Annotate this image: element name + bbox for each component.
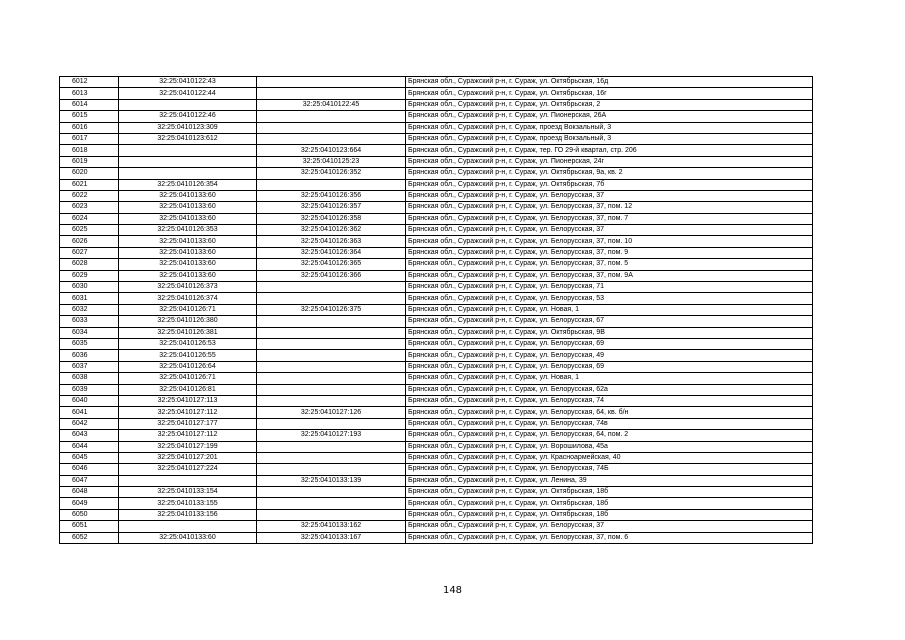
table-row: [60, 213, 813, 224]
cadastral-number-cell: 32:25:0410126:55: [119, 350, 257, 361]
cadastral-number-cell: 32:25:0410126:64: [119, 361, 257, 372]
cadastral-number-cell: 32:25:0410127:113: [119, 395, 257, 406]
cadastral-number-cell: 32:25:0410126:71: [119, 304, 257, 315]
address-cell: Брянская обл., Суражский р-н, г. Сураж, проезд Вокзальный, 3: [406, 122, 813, 133]
address-cell: Брянская обл., Суражский р-н, г. Сураж, ул. Красноармейская, 40: [406, 452, 813, 463]
address-cell: Брянская обл., Суражский р-н, г. Сураж, ул. Октябрьская, 18б: [406, 487, 813, 498]
object-cadastral-number-cell: [257, 77, 406, 88]
cadastral-number-cell: 32:25:0410127:177: [119, 418, 257, 429]
cadastral-number-cell: 32:25:0410127:224: [119, 464, 257, 475]
cadastral-number-cell: 32:25:0410133:60: [119, 270, 257, 281]
table-row: [60, 464, 813, 475]
table-row: [60, 338, 813, 349]
table-row: [60, 373, 813, 384]
object-cadastral-number-cell: 32:25:0410122:45: [257, 99, 406, 110]
row-number-cell: 6025: [60, 225, 119, 236]
cadastral-number-cell: 32:25:0410127:112: [119, 430, 257, 441]
row-number-cell: 6036: [60, 350, 119, 361]
table-row: [60, 145, 813, 156]
object-cadastral-number-cell: 32:25:0410126:366: [257, 270, 406, 281]
row-number-cell: 6034: [60, 327, 119, 338]
object-cadastral-number-cell: [257, 395, 406, 406]
address-cell: Брянская обл., Суражский р-н, г. Сураж, ул. Октябрьская, 16г: [406, 88, 813, 99]
row-number-cell: 6028: [60, 259, 119, 270]
cadastral-number-cell: 32:25:0410122:43: [119, 77, 257, 88]
row-number-cell: 6042: [60, 418, 119, 429]
row-number-cell: 6039: [60, 384, 119, 395]
cadastral-number-cell: [119, 156, 257, 167]
object-cadastral-number-cell: [257, 88, 406, 99]
row-number-cell: 6012: [60, 77, 119, 88]
table-row: [60, 521, 813, 532]
cadastral-number-cell: 32:25:0410123:309: [119, 122, 257, 133]
cadastral-number-cell: 32:25:0410126:81: [119, 384, 257, 395]
row-number-cell: 6050: [60, 509, 119, 520]
table-row: [60, 99, 813, 110]
address-cell: Брянская обл., Суражский р-н, г. Сураж, ул. Белорусская, 37: [406, 225, 813, 236]
object-cadastral-number-cell: 32:25:0410126:364: [257, 247, 406, 258]
address-cell: Брянская обл., Суражский р-н, г. Сураж, ул. Октябрьская, 2: [406, 99, 813, 110]
object-cadastral-number-cell: 32:25:0410126:362: [257, 225, 406, 236]
row-number-cell: 6051: [60, 521, 119, 532]
object-cadastral-number-cell: 32:25:0410127:126: [257, 407, 406, 418]
cadastral-number-cell: [119, 168, 257, 179]
object-cadastral-number-cell: [257, 498, 406, 509]
object-cadastral-number-cell: [257, 441, 406, 452]
cadastral-number-cell: 32:25:0410133:60: [119, 259, 257, 270]
address-cell: Брянская обл., Суражский р-н, г. Сураж, ул. Октябрьская, 18б: [406, 509, 813, 520]
row-number-cell: 6021: [60, 179, 119, 190]
row-number-cell: 6047: [60, 475, 119, 486]
cadastral-number-cell: [119, 99, 257, 110]
table-row: [60, 282, 813, 293]
address-cell: Брянская обл., Суражский р-н, г. Сураж, ул. Белорусская, 71: [406, 282, 813, 293]
cadastral-number-cell: 32:25:0410126:354: [119, 179, 257, 190]
table-row: [60, 190, 813, 201]
address-cell: Брянская обл., Суражский р-н, г. Сураж, тер. ГО 29-й квартал, стр. 206: [406, 145, 813, 156]
row-number-cell: 6033: [60, 316, 119, 327]
table-row: [60, 361, 813, 372]
address-cell: Брянская обл., Суражский р-н, г. Сураж, ул. Новая, 1: [406, 304, 813, 315]
address-cell: Брянская обл., Суражский р-н, г. Сураж, ул. Белорусская, 67: [406, 316, 813, 327]
address-cell: Брянская обл., Суражский р-н, г. Сураж, ул. Белорусская, 49: [406, 350, 813, 361]
row-number-cell: 6049: [60, 498, 119, 509]
table-row: [60, 418, 813, 429]
cadastral-number-cell: 32:25:0410133:154: [119, 487, 257, 498]
address-cell: Брянская обл., Суражский р-н, г. Сураж, ул. Белорусская, 37, пом. 6: [406, 532, 813, 543]
object-cadastral-number-cell: 32:25:0410123:664: [257, 145, 406, 156]
cadastral-number-cell: 32:25:0410133:60: [119, 236, 257, 247]
address-cell: Брянская обл., Суражский р-н, г. Сураж, ул. Белорусская, 53: [406, 293, 813, 304]
object-cadastral-number-cell: [257, 373, 406, 384]
cadastral-number-cell: 32:25:0410123:612: [119, 133, 257, 144]
object-cadastral-number-cell: 32:25:0410126:356: [257, 190, 406, 201]
object-cadastral-number-cell: [257, 384, 406, 395]
object-cadastral-number-cell: [257, 316, 406, 327]
address-cell: Брянская обл., Суражский р-н, г. Сураж, ул. Октябрьская, 16д: [406, 77, 813, 88]
row-number-cell: 6019: [60, 156, 119, 167]
row-number-cell: 6041: [60, 407, 119, 418]
cadastral-number-cell: [119, 145, 257, 156]
table-row: [60, 270, 813, 281]
address-cell: Брянская обл., Суражский р-н, г. Сураж, проезд Вокзальный, 3: [406, 133, 813, 144]
table-row: [60, 384, 813, 395]
address-cell: Брянская обл., Суражский р-н, г. Сураж, ул. Октябрьская, 9В: [406, 327, 813, 338]
object-cadastral-number-cell: [257, 179, 406, 190]
row-number-cell: 6044: [60, 441, 119, 452]
object-cadastral-number-cell: 32:25:0410126:358: [257, 213, 406, 224]
row-number-cell: 6031: [60, 293, 119, 304]
cadastral-number-cell: 32:25:0410133:60: [119, 247, 257, 258]
cadastral-number-cell: 32:25:0410122:46: [119, 111, 257, 122]
cadastral-number-cell: 32:25:0410127:112: [119, 407, 257, 418]
table-body: [60, 77, 813, 544]
row-number-cell: 6024: [60, 213, 119, 224]
cadastral-number-cell: 32:25:0410126:374: [119, 293, 257, 304]
table-row: [60, 168, 813, 179]
address-cell: Брянская обл., Суражский р-н, г. Сураж, ул. Белорусская, 64, пом. 2: [406, 430, 813, 441]
table-row: [60, 77, 813, 88]
row-number-cell: 6045: [60, 452, 119, 463]
address-cell: Брянская обл., Суражский р-н, г. Сураж, ул. Ворошилова, 45а: [406, 441, 813, 452]
address-cell: Брянская обл., Суражский р-н, г. Сураж, ул. Белорусская, 37: [406, 521, 813, 532]
object-cadastral-number-cell: 32:25:0410126:365: [257, 259, 406, 270]
address-cell: Брянская обл., Суражский р-н, г. Сураж, ул. Октябрьская, 7б: [406, 179, 813, 190]
address-cell: Брянская обл., Суражский р-н, г. Сураж, ул. Белорусская, 74в: [406, 418, 813, 429]
table-row: [60, 452, 813, 463]
row-number-cell: 6037: [60, 361, 119, 372]
table-row: [60, 247, 813, 258]
table-row: [60, 441, 813, 452]
object-cadastral-number-cell: [257, 111, 406, 122]
address-cell: Брянская обл., Суражский р-н, г. Сураж, ул. Белорусская, 37, пом. 5: [406, 259, 813, 270]
row-number-cell: 6016: [60, 122, 119, 133]
row-number-cell: 6029: [60, 270, 119, 281]
object-cadastral-number-cell: 32:25:0410125:23: [257, 156, 406, 167]
cadastral-number-cell: 32:25:0410127:199: [119, 441, 257, 452]
row-number-cell: 6018: [60, 145, 119, 156]
object-cadastral-number-cell: [257, 418, 406, 429]
cadastral-number-cell: 32:25:0410126:381: [119, 327, 257, 338]
table-row: [60, 509, 813, 520]
table-row: [60, 88, 813, 99]
row-number-cell: 6023: [60, 202, 119, 213]
address-cell: Брянская обл., Суражский р-н, г. Сураж, ул. Белорусская, 37, пом. 9: [406, 247, 813, 258]
row-number-cell: 6020: [60, 168, 119, 179]
object-cadastral-number-cell: [257, 338, 406, 349]
table-row: [60, 475, 813, 486]
table-row: [60, 532, 813, 543]
object-cadastral-number-cell: [257, 133, 406, 144]
address-cell: Брянская обл., Суражский р-н, г. Сураж, ул. Ленина, 39: [406, 475, 813, 486]
table-row: [60, 225, 813, 236]
address-cell: Брянская обл., Суражский р-н, г. Сураж, ул. Белорусская, 64, кв. б/н: [406, 407, 813, 418]
cadastral-number-cell: 32:25:0410126:380: [119, 316, 257, 327]
object-cadastral-number-cell: 32:25:0410133:167: [257, 532, 406, 543]
row-number-cell: 6046: [60, 464, 119, 475]
registry-table: [59, 76, 813, 544]
table-row: [60, 202, 813, 213]
row-number-cell: 6030: [60, 282, 119, 293]
row-number-cell: 6038: [60, 373, 119, 384]
object-cadastral-number-cell: [257, 293, 406, 304]
address-cell: Брянская обл., Суражский р-н, г. Сураж, ул. Белорусская, 74: [406, 395, 813, 406]
address-cell: Брянская обл., Суражский р-н, г. Сураж, ул. Белорусская, 37, пом. 9А: [406, 270, 813, 281]
cadastral-number-cell: 32:25:0410133:60: [119, 532, 257, 543]
object-cadastral-number-cell: [257, 464, 406, 475]
table-row: [60, 430, 813, 441]
address-cell: Брянская обл., Суражский р-н, г. Сураж, ул. Белорусская, 37: [406, 190, 813, 201]
cadastral-number-cell: [119, 475, 257, 486]
address-cell: Брянская обл., Суражский р-н, г. Сураж, ул. Пионерская, 24г: [406, 156, 813, 167]
address-cell: Брянская обл., Суражский р-н, г. Сураж, ул. Пионерская, 26А: [406, 111, 813, 122]
row-number-cell: 6015: [60, 111, 119, 122]
table-row: [60, 122, 813, 133]
address-cell: Брянская обл., Суражский р-н, г. Сураж, ул. Белорусская, 69: [406, 338, 813, 349]
table-row: [60, 316, 813, 327]
table-row: [60, 236, 813, 247]
table-row: [60, 304, 813, 315]
address-cell: Брянская обл., Суражский р-н, г. Сураж, ул. Октябрьская, 9а, кв. 2: [406, 168, 813, 179]
object-cadastral-number-cell: 32:25:0410126:375: [257, 304, 406, 315]
table-row: [60, 407, 813, 418]
object-cadastral-number-cell: 32:25:0410133:139: [257, 475, 406, 486]
object-cadastral-number-cell: [257, 122, 406, 133]
address-cell: Брянская обл., Суражский р-н, г. Сураж, ул. Белорусская, 37, пом. 7: [406, 213, 813, 224]
row-number-cell: 6048: [60, 487, 119, 498]
row-number-cell: 6022: [60, 190, 119, 201]
cadastral-number-cell: 32:25:0410126:373: [119, 282, 257, 293]
object-cadastral-number-cell: 32:25:0410126:363: [257, 236, 406, 247]
cadastral-number-cell: 32:25:0410133:155: [119, 498, 257, 509]
row-number-cell: 6026: [60, 236, 119, 247]
cadastral-number-cell: 32:25:0410126:53: [119, 338, 257, 349]
row-number-cell: 6013: [60, 88, 119, 99]
cadastral-number-cell: 32:25:0410133:60: [119, 213, 257, 224]
object-cadastral-number-cell: [257, 350, 406, 361]
table-row: [60, 156, 813, 167]
row-number-cell: 6052: [60, 532, 119, 543]
cadastral-number-cell: 32:25:0410127:201: [119, 452, 257, 463]
address-cell: Брянская обл., Суражский р-н, г. Сураж, ул. Белорусская, 69: [406, 361, 813, 372]
cadastral-number-cell: 32:25:0410126:353: [119, 225, 257, 236]
table-row: [60, 487, 813, 498]
table-row: [60, 259, 813, 270]
table-row: [60, 111, 813, 122]
cadastral-number-cell: 32:25:0410133:60: [119, 202, 257, 213]
table-row: [60, 395, 813, 406]
row-number-cell: 6035: [60, 338, 119, 349]
address-cell: Брянская обл., Суражский р-н, г. Сураж, ул. Белорусская, 62а: [406, 384, 813, 395]
table-row: [60, 179, 813, 190]
page-number: 148: [442, 585, 463, 596]
row-number-cell: 6032: [60, 304, 119, 315]
row-number-cell: 6014: [60, 99, 119, 110]
object-cadastral-number-cell: 32:25:0410126:357: [257, 202, 406, 213]
table-row: [60, 293, 813, 304]
address-cell: Брянская обл., Суражский р-н, г. Сураж, ул. Новая, 1: [406, 373, 813, 384]
object-cadastral-number-cell: 32:25:0410127:193: [257, 430, 406, 441]
object-cadastral-number-cell: [257, 361, 406, 372]
object-cadastral-number-cell: 32:25:0410126:352: [257, 168, 406, 179]
object-cadastral-number-cell: [257, 282, 406, 293]
cadastral-number-cell: 32:25:0410133:156: [119, 509, 257, 520]
address-cell: Брянская обл., Суражский р-н, г. Сураж, ул. Белорусская, 37, пом. 12: [406, 202, 813, 213]
cadastral-number-cell: [119, 521, 257, 532]
table-row: [60, 327, 813, 338]
object-cadastral-number-cell: [257, 452, 406, 463]
address-cell: Брянская обл., Суражский р-н, г. Сураж, ул. Белорусская, 37, пом. 10: [406, 236, 813, 247]
object-cadastral-number-cell: [257, 487, 406, 498]
address-cell: Брянская обл., Суражский р-н, г. Сураж, ул. Октябрьская, 18б: [406, 498, 813, 509]
row-number-cell: 6027: [60, 247, 119, 258]
cadastral-number-cell: 32:25:0410133:60: [119, 190, 257, 201]
table-row: [60, 350, 813, 361]
object-cadastral-number-cell: [257, 327, 406, 338]
cadastral-number-cell: 32:25:0410122:44: [119, 88, 257, 99]
table-row: [60, 133, 813, 144]
object-cadastral-number-cell: [257, 509, 406, 520]
row-number-cell: 6017: [60, 133, 119, 144]
address-cell: Брянская обл., Суражский р-н, г. Сураж, ул. Белорусская, 74Б: [406, 464, 813, 475]
row-number-cell: 6043: [60, 430, 119, 441]
object-cadastral-number-cell: 32:25:0410133:162: [257, 521, 406, 532]
cadastral-number-cell: 32:25:0410126:71: [119, 373, 257, 384]
table-row: [60, 498, 813, 509]
row-number-cell: 6040: [60, 395, 119, 406]
